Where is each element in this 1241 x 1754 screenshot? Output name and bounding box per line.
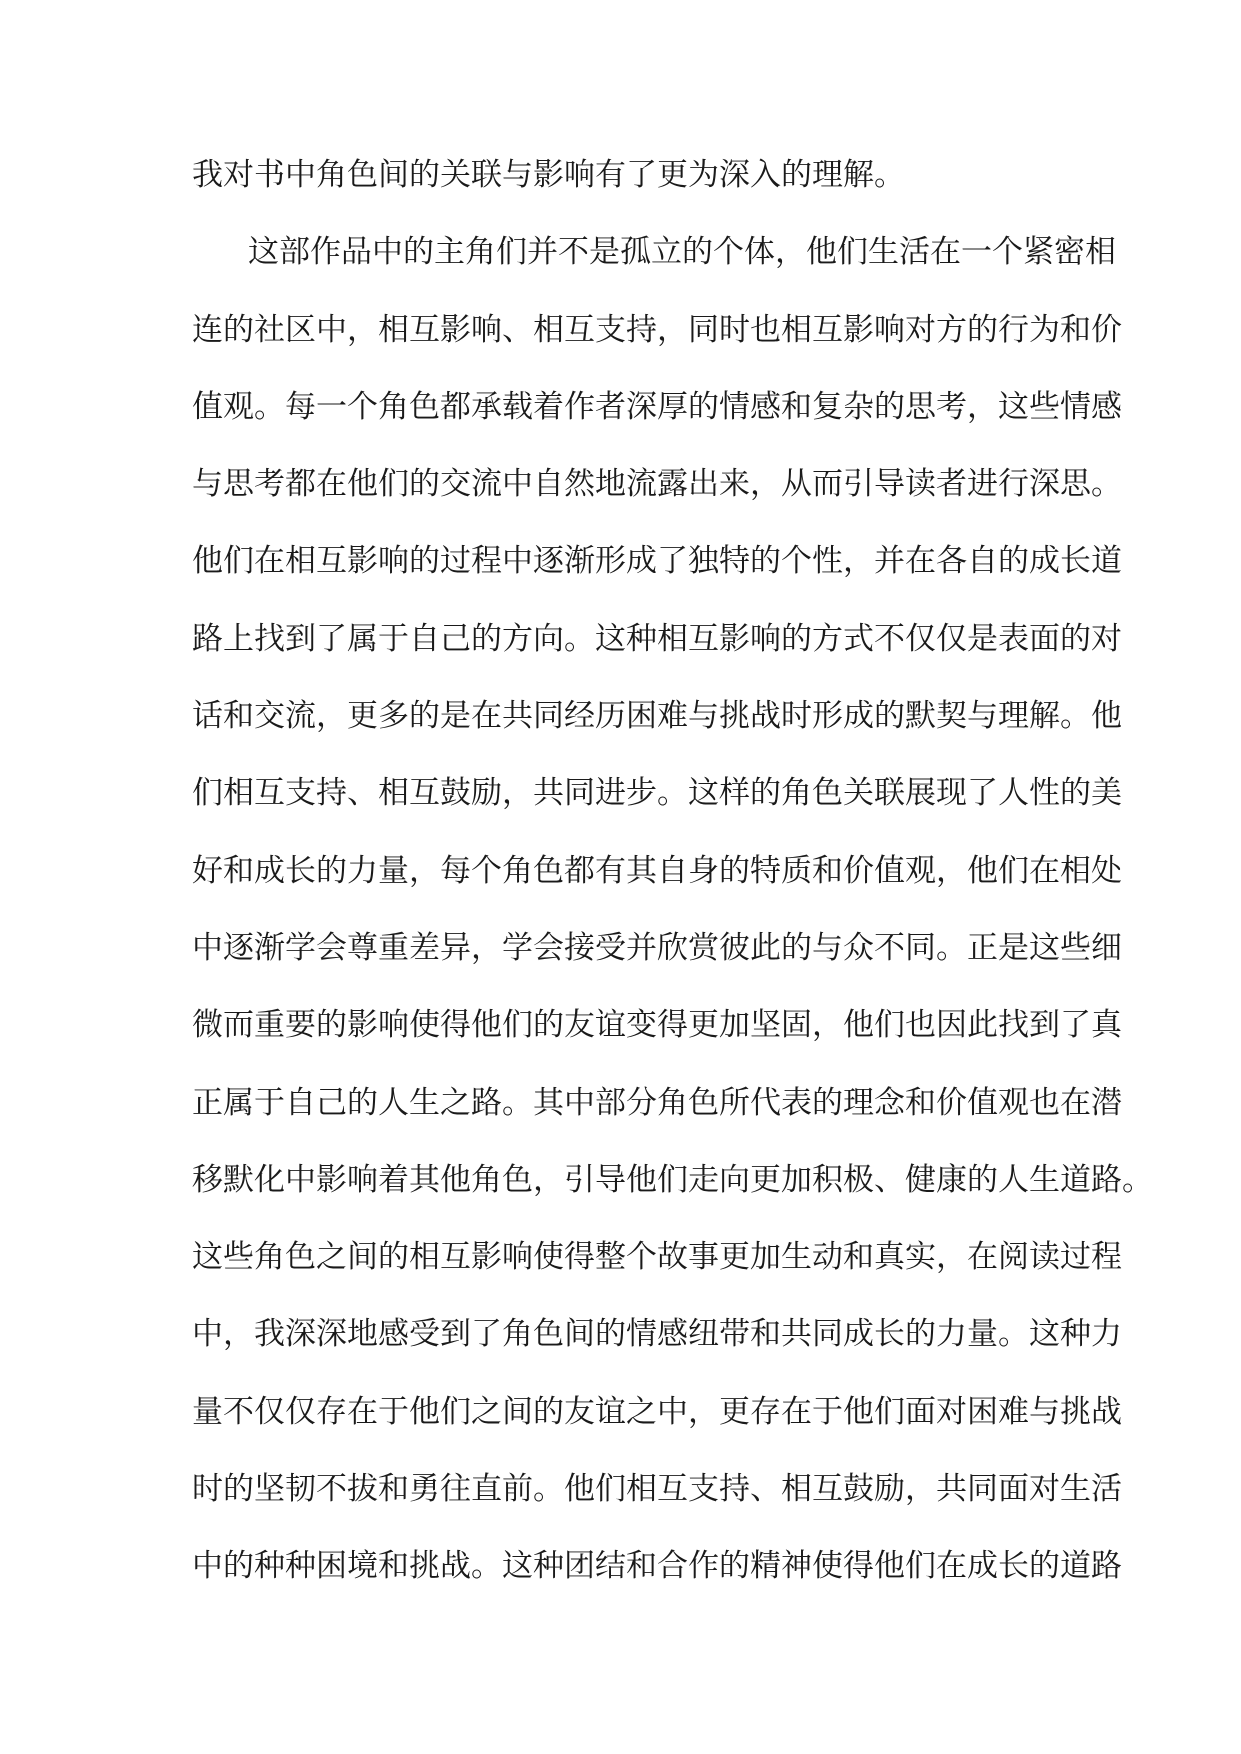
text-line: 移默化中影响着其他角色，引导他们走向更加积极、健康的人生道路。 (192, 1161, 1153, 1198)
text-line: 中，我深深地感受到了角色间的情感纽带和共同成长的力量。这种力 (192, 1316, 1122, 1353)
text-line: 好和成长的力量，每个角色都有其自身的特质和价值观，他们在相处 (192, 852, 1122, 889)
text-line: 路上找到了属于自己的方向。这种相互影响的方式不仅仅是表面的对 (192, 620, 1122, 657)
text-line: 他们在相互影响的过程中逐渐形成了独特的个性，并在各自的成长道 (192, 543, 1122, 580)
text-line: 这些角色之间的相互影响使得整个故事更加生动和真实，在阅读过程 (192, 1239, 1122, 1276)
text-line: 时的坚韧不拔和勇往直前。他们相互支持、相互鼓励，共同面对生活 (192, 1471, 1122, 1508)
text-line: 中的种种困境和挑战。这种团结和合作的精神使得他们在成长的道路 (192, 1548, 1122, 1585)
text-line: 正属于自己的人生之路。其中部分角色所代表的理念和价值观也在潜 (192, 1084, 1122, 1121)
text-line: 话和交流，更多的是在共同经历困难与挑战时形成的默契与理解。他 (192, 698, 1122, 735)
text-line: 微而重要的影响使得他们的友谊变得更加坚固，他们也因此找到了真 (192, 1007, 1122, 1044)
text-line: 量不仅仅存在于他们之间的友谊之中，更存在于他们面对困难与挑战 (192, 1393, 1122, 1430)
text-line: 连的社区中，相互影响、相互支持，同时也相互影响对方的行为和价 (192, 311, 1122, 348)
text-line: 值观。每一个角色都承载着作者深厚的情感和复杂的思考，这些情感 (192, 388, 1122, 425)
paragraph-first-line: 这部作品中的主角们并不是孤立的个体，他们生活在一个紧密相 (248, 234, 1116, 271)
text-line: 们相互支持、相互鼓励，共同进步。这样的角色关联展现了人性的美 (192, 775, 1122, 812)
text-line: 我对书中角色间的关联与影响有了更为深入的理解。 (192, 157, 905, 193)
text-line: 中逐渐学会尊重差异，学会接受并欣赏彼此的与众不同。正是这些细 (192, 929, 1122, 966)
text-line: 与思考都在他们的交流中自然地流露出来，从而引导读者进行深思。 (192, 466, 1122, 503)
body-text (192, 146, 1153, 1615)
